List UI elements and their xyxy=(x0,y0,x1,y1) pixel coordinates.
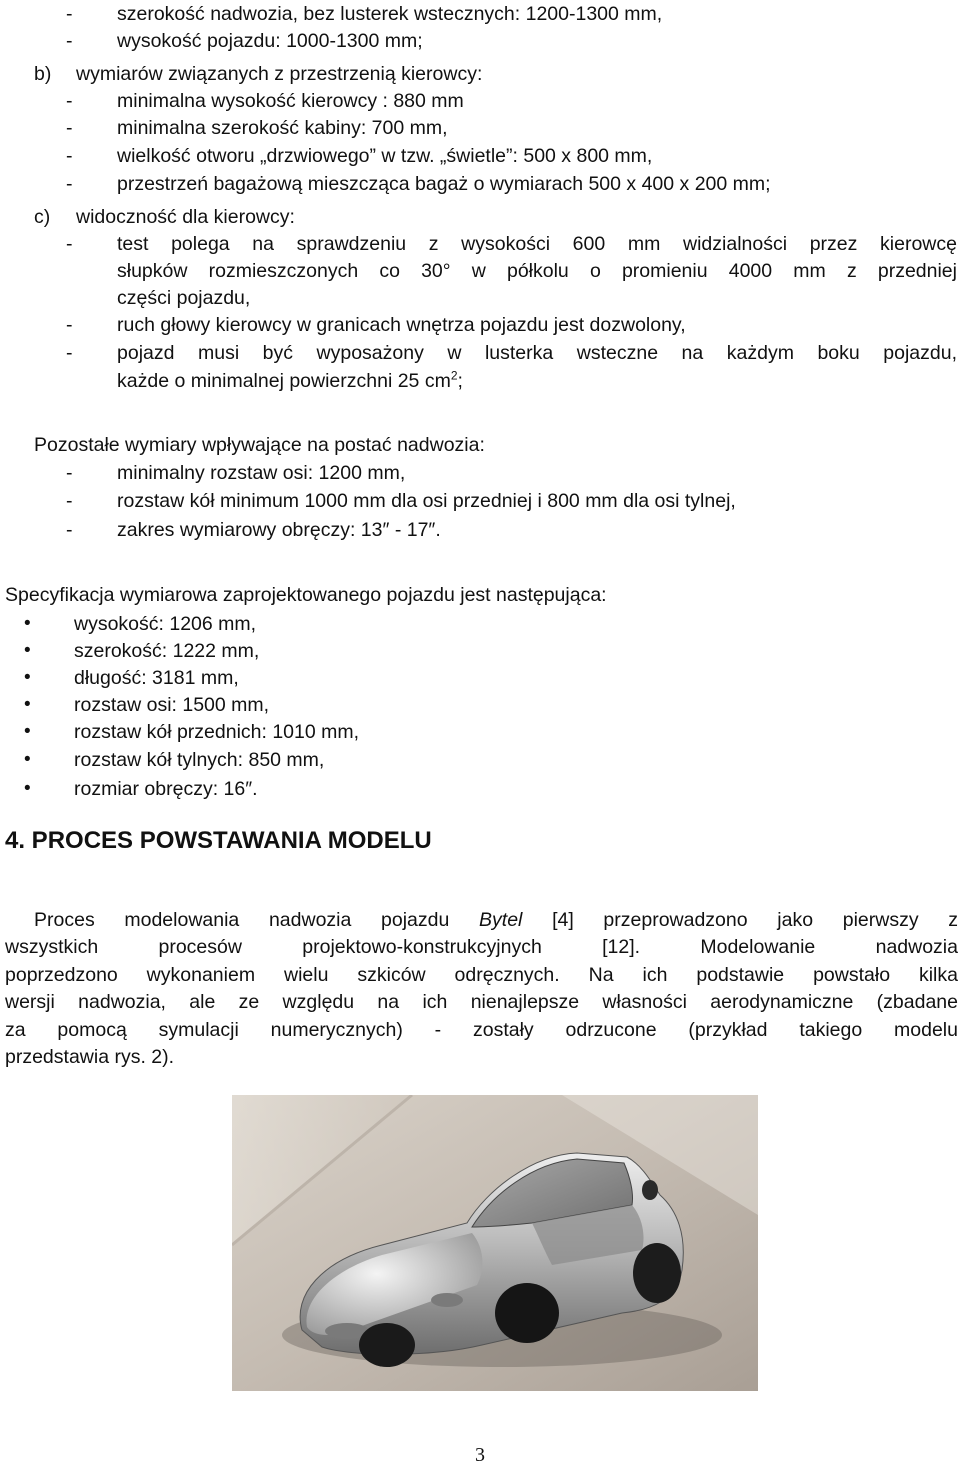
italic-name: Bytel xyxy=(479,909,523,931)
list-item: przestrzeń bagażową mieszcząca bagaż o wymiarach 500 x 400 x 200 mm; xyxy=(117,173,771,195)
list-dash: - xyxy=(66,117,73,139)
list-dash: - xyxy=(66,233,73,255)
paragraph-line: Proces modelowania nadwozia pojazdu Bytel [4] przeprowadzono jako pierwszy z xyxy=(34,909,959,931)
list-item-line: test polega na sprawdzeniu z wysokości 600 mm widzialności przez kierowcę xyxy=(117,233,957,255)
section-c-marker: c) xyxy=(34,206,51,228)
spec-item: rozstaw osi: 1500 mm, xyxy=(74,694,270,716)
list-item: wielkość otworu „drzwiowego” w tzw. „świetle”: 500 x 800 mm, xyxy=(117,145,653,167)
list-item: minimalny rozstaw osi: 1200 mm, xyxy=(117,462,406,484)
spec-item: długość: 3181 mm, xyxy=(74,667,239,689)
section-b-marker: b) xyxy=(34,63,52,85)
list-item: zakres wymiarowy obręczy: 13″ - 17″. xyxy=(117,519,441,541)
list-dash: - xyxy=(66,90,73,112)
list-dash: - xyxy=(66,145,73,167)
section-c-heading: widoczność dla kierowcy: xyxy=(76,206,295,228)
bullet: • xyxy=(24,667,31,688)
list-item: wysokość pojazdu: 1000-1300 mm; xyxy=(117,30,423,52)
bullet: • xyxy=(24,694,31,715)
paragraph-line: wersji nadwozia, ale ze względu na ich nienajlepsze własności aerodynamiczne (zbadane xyxy=(5,991,958,1013)
list-dash: - xyxy=(66,519,73,541)
spec-item: rozstaw kół tylnych: 850 mm, xyxy=(74,749,325,771)
car-model-figure xyxy=(232,1095,758,1391)
list-item: minimalna szerokość kabiny: 700 mm, xyxy=(117,117,448,139)
list-dash: - xyxy=(66,314,73,336)
list-dash: - xyxy=(66,3,73,25)
list-dash: - xyxy=(66,462,73,484)
list-item: ruch głowy kierowcy w granicach wnętrza pojazdu jest dozwolony, xyxy=(117,314,686,336)
bullet: • xyxy=(24,778,31,799)
spec-heading: Specyfikacja wymiarowa zaprojektowanego pojazdu jest następująca: xyxy=(5,584,607,606)
list-item: szerokość nadwozia, bez lusterek wstecznych: 1200-1300 mm, xyxy=(117,3,663,25)
paragraph-line: za pomocą symulacji numerycznych) - zostały odrzucone (przykład takiego modelu xyxy=(5,1019,958,1041)
list-item-line: każde o minimalnej powierzchni 25 $cm^2$; xyxy=(117,368,463,392)
bullet: • xyxy=(24,721,31,742)
list-item-line: pojazd musi być wyposażony w lusterka wsteczne na każdym boku pojazdu, xyxy=(117,342,957,364)
spec-item: rozstaw kół przednich: 1010 mm, xyxy=(74,721,360,743)
section-b-heading: wymiarów związanych z przestrzenią kierowcy: xyxy=(76,63,483,85)
list-dash: - xyxy=(66,342,73,364)
bullet: • xyxy=(24,640,31,661)
spec-item: wysokość: 1206 mm, xyxy=(74,613,257,635)
list-dash: - xyxy=(66,173,73,195)
bullet: • xyxy=(24,613,31,634)
chapter-heading: 4. PROCES POWSTAWANIA MODELU xyxy=(5,827,432,854)
list-item: rozstaw kół minimum 1000 mm dla osi przedniej i 800 mm dla osi tylnej, xyxy=(117,490,736,512)
list-dash: - xyxy=(66,30,73,52)
paragraph-line: wszystkich procesów projektowo-konstrukcyjnych [12]. Modelowanie nadwozia xyxy=(5,936,958,958)
bullet: • xyxy=(24,749,31,770)
superscript: 2 xyxy=(450,368,458,383)
spec-item: rozmiar obręczy: 16″. xyxy=(74,778,258,800)
other-dims-heading: Pozostałe wymiary wpływające na postać nadwozia: xyxy=(34,434,485,456)
paragraph-line: przedstawia rys. 2). xyxy=(5,1046,175,1068)
list-item-line: części pojazdu, xyxy=(117,287,251,309)
list-item: minimalna wysokość kierowcy : 880 mm xyxy=(117,90,464,112)
spec-item: szerokość: 1222 mm, xyxy=(74,640,260,662)
page-number: 3 xyxy=(475,1444,485,1466)
paragraph-line: poprzedzono wykonaniem wielu szkiców odręcznych. Na ich podstawie powstało kilka xyxy=(5,964,958,986)
list-dash: - xyxy=(66,490,73,512)
list-item-line: słupków rozmieszczonych co 30° w półkolu o promieniu 4000 mm z przedniej xyxy=(117,260,957,282)
